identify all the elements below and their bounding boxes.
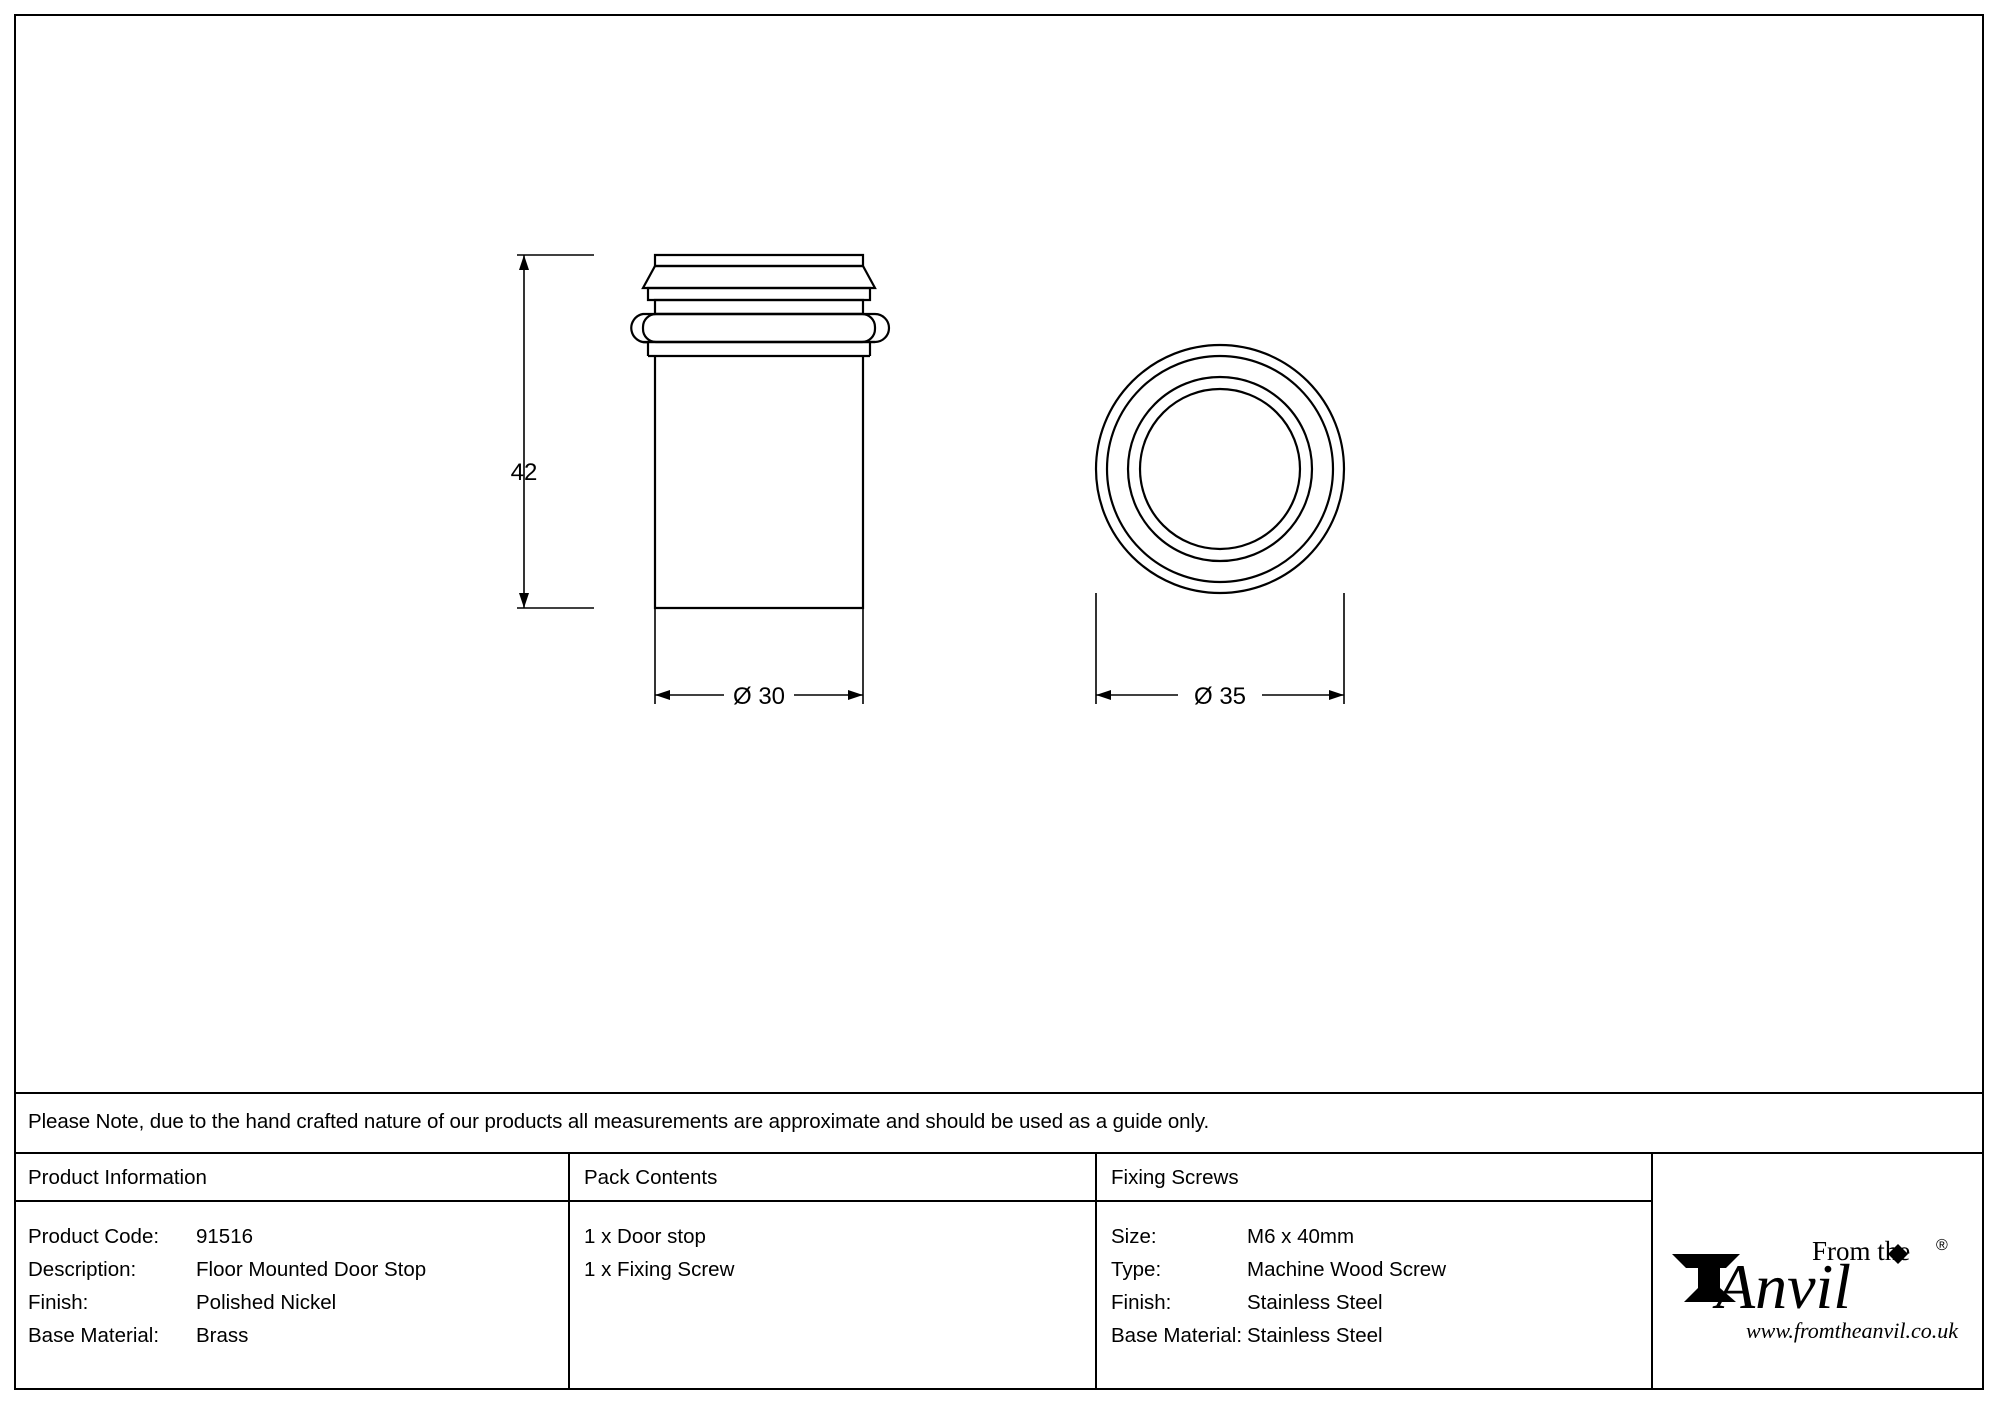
screw-size-value: M6 x 40mm [1247,1225,1355,1248]
front-top-cap [655,255,863,266]
pack-contents-heading: Pack Contents [570,1154,1095,1202]
plan-inner-circle [1140,389,1300,549]
base-material-value: Brass [196,1324,249,1347]
list-item: 1 x Door stop [584,1225,706,1248]
note-bar [14,1092,1984,1152]
product-code-value: 91516 [196,1225,254,1248]
drawing-area [14,14,1984,1092]
screw-finish-label: Finish: [1111,1291,1172,1314]
arrow-35-left [1096,690,1111,700]
table-row [28,1253,568,1286]
screw-finish-value: Stainless Steel [1247,1291,1383,1314]
logo-line1: From the [1812,1236,1911,1266]
front-body [655,356,863,608]
table-row [1111,1319,1651,1352]
front-top-bevel [643,266,875,288]
arrow-height-bottom [519,593,529,608]
information-table [14,1152,1984,1390]
finish-value: Polished Nickel [196,1291,337,1314]
arrow-30-left [655,690,670,700]
front-band-2 [655,300,863,314]
logo-website: www.fromtheanvil.co.uk [1745,1318,1958,1343]
dimension-label-height: 42 [510,459,538,486]
arrow-height-top [519,255,529,270]
description-label: Description: [28,1258,137,1281]
pack-contents-body [570,1202,1095,1286]
logo-line2: Anvil [1716,1251,1852,1322]
table-row [28,1319,568,1352]
product-code-label: Product Code: [28,1225,160,1248]
plan-outer-circle [1096,345,1344,593]
pack-contents-column [570,1154,1097,1390]
screw-type-label: Type: [1111,1258,1162,1281]
dimension-label-front-diameter: Ø 30 [732,683,786,710]
base-material-label: Base Material: [28,1324,160,1347]
screw-base-material-label: Base Material: [1111,1324,1243,1347]
fixing-screws-column [1097,1154,1653,1390]
list-item: 1 x Fixing Screw [584,1258,735,1281]
table-row [1111,1220,1651,1253]
screw-size-label: Size: [1111,1225,1157,1248]
fixing-screws-body [1097,1202,1651,1352]
front-collar-outline [643,314,875,342]
measurement-note: Please Note, due to the hand crafted nature of our products all measurements are approximate and should be used as a guide only. [28,1110,1210,1133]
arrow-35-right [1329,690,1344,700]
front-collar-sides [648,342,870,356]
product-information-body [14,1202,568,1352]
product-information-heading: Product Information [14,1154,568,1202]
table-row [1111,1253,1651,1286]
finish-label: Finish: [28,1291,89,1314]
table-row [1111,1286,1651,1319]
fixing-screws-heading: Fixing Screws [1097,1154,1651,1202]
table-row [28,1286,568,1319]
plan-third-circle [1128,377,1312,561]
logo-column [1653,1154,1980,1390]
description-value: Floor Mounted Door Stop [196,1258,427,1281]
front-collar [631,314,889,342]
screw-base-material-value: Stainless Steel [1247,1324,1383,1347]
registered-mark: ® [1936,1237,1948,1254]
table-row [28,1220,568,1253]
front-band-1 [648,288,870,300]
product-information-column [14,1154,570,1390]
screw-type-value: Machine Wood Screw [1247,1258,1447,1281]
brand-logo [1662,1210,1962,1360]
arrow-30-right [848,690,863,700]
dimension-label-plan-diameter: Ø 35 [1193,683,1247,710]
